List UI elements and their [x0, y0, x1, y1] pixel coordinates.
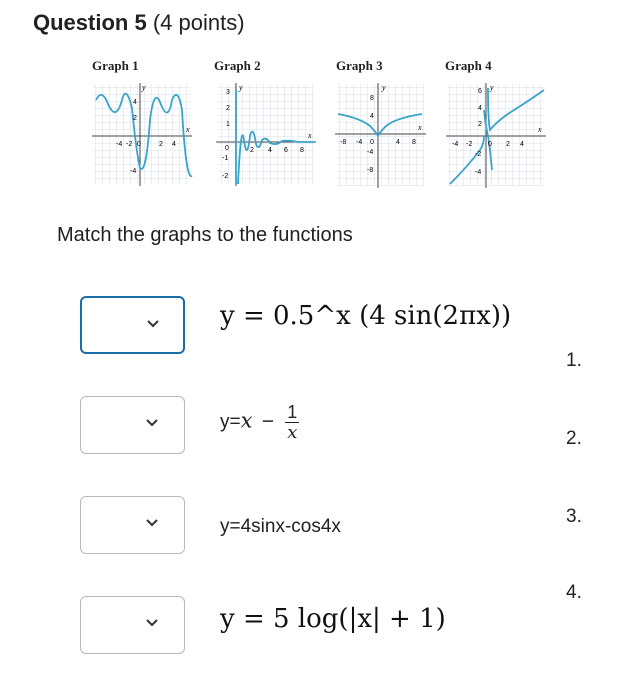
graph-3 [332, 80, 428, 190]
graph-1-label: Graph 1 [92, 58, 139, 73]
graph-1-ytick: -4 [130, 168, 137, 175]
option-3: 3. [566, 506, 582, 527]
graph-1-xtick: 4 [172, 141, 176, 148]
graph-1-y-axis: y [142, 83, 146, 92]
function-1: y = 0.5^x (4 sin(2πx)) [220, 301, 512, 331]
graph-2-y-axis: y [239, 83, 243, 92]
graph-2-ytick: 2 [226, 105, 230, 112]
graph-3-xtick: 8 [412, 139, 416, 146]
graph-4-ytick: -4 [475, 169, 482, 176]
graph-3-xtick: -8 [340, 139, 347, 146]
graph-3-xtick: -4 [356, 139, 363, 146]
graph-4 [442, 80, 548, 190]
graph-2-ytick: -2 [222, 173, 229, 180]
graph-2-xtick: 6 [284, 147, 288, 154]
option-1: 1. [566, 350, 582, 371]
chevron-down-icon [145, 415, 159, 429]
graph-1 [88, 80, 196, 188]
chevron-down-icon [146, 316, 160, 330]
question-title [33, 10, 245, 36]
graph-2-label: Graph 2 [214, 58, 261, 73]
graph-4-xtick: 4 [520, 141, 524, 148]
graph-1-x-axis: x [186, 125, 190, 134]
graph-2-x-axis: x [308, 131, 312, 140]
instruction-text: Match the graphs to the functions [57, 224, 353, 246]
chevron-down-icon [145, 515, 159, 529]
graph-3-xtick: 4 [396, 139, 400, 146]
graph-3-ytick: 4 [370, 113, 374, 120]
graph-4-xtick: -4 [452, 141, 459, 148]
function-2-prefix: y= [220, 411, 241, 433]
graph-2-xtick: 2 [250, 147, 254, 154]
graph-4-xtick: 2 [506, 141, 510, 148]
option-4: 4. [566, 582, 582, 603]
function-4: y = 5 log(|x| + 1) [220, 604, 446, 634]
graph-4-xtick: -2 [466, 141, 473, 148]
match-select-2[interactable] [80, 396, 185, 454]
graph-2-xtick: 0 [225, 145, 229, 152]
graph-4-label: Graph 4 [445, 58, 492, 73]
graph-3-ytick: -8 [367, 167, 374, 174]
question-label: Question 5 [33, 10, 147, 35]
graph-4-x-axis: x [538, 125, 542, 134]
graph-1-xtick: 2 [159, 141, 163, 148]
graph-4-xtick: 0 [488, 141, 492, 148]
graph-4-y-axis: y [490, 83, 494, 92]
graph-3-ytick: 8 [370, 95, 374, 102]
graph-3-x-axis: x [418, 123, 422, 132]
function-3: y=4sinx-cos4x [220, 516, 341, 537]
graph-1-xtick: -2 [126, 141, 133, 148]
match-select-4[interactable] [80, 596, 185, 654]
graph-1-ytick: 2 [133, 115, 137, 122]
graph-4-ytick: 6 [478, 88, 482, 95]
graph-3-label: Graph 3 [336, 58, 383, 73]
question-points: (4 points) [152, 10, 245, 35]
function-2 [220, 402, 299, 443]
function-2-fraction [285, 402, 299, 443]
graph-3-xtick: 0 [370, 139, 374, 146]
graph-1-xtick: -4 [116, 141, 123, 148]
graph-2 [214, 80, 318, 188]
graph-2-ytick: -1 [222, 155, 229, 162]
graph-1-xtick: 0 [137, 141, 141, 148]
chevron-down-icon [145, 615, 159, 629]
match-select-3[interactable] [80, 496, 185, 554]
graph-4-ytick: 2 [478, 121, 482, 128]
graph-1-ytick: 4 [133, 99, 137, 106]
match-select-1[interactable] [80, 296, 185, 354]
graph-4-ytick: -2 [475, 151, 482, 158]
graph-2-ytick: 3 [226, 89, 230, 96]
graph-3-ytick: -4 [367, 149, 374, 156]
graph-2-xtick: 4 [268, 147, 272, 154]
function-2-minus: − [261, 409, 274, 433]
graph-3-y-axis: y [382, 83, 386, 92]
function-2-denominator: x [287, 422, 298, 443]
graph-4-ytick: 4 [478, 105, 482, 112]
graph-2-ytick: 1 [226, 121, 230, 128]
graph-2-xtick: 8 [300, 147, 304, 154]
function-2-numerator: 1 [287, 402, 298, 422]
function-2-var: x [240, 408, 253, 433]
option-2: 2. [566, 428, 582, 449]
